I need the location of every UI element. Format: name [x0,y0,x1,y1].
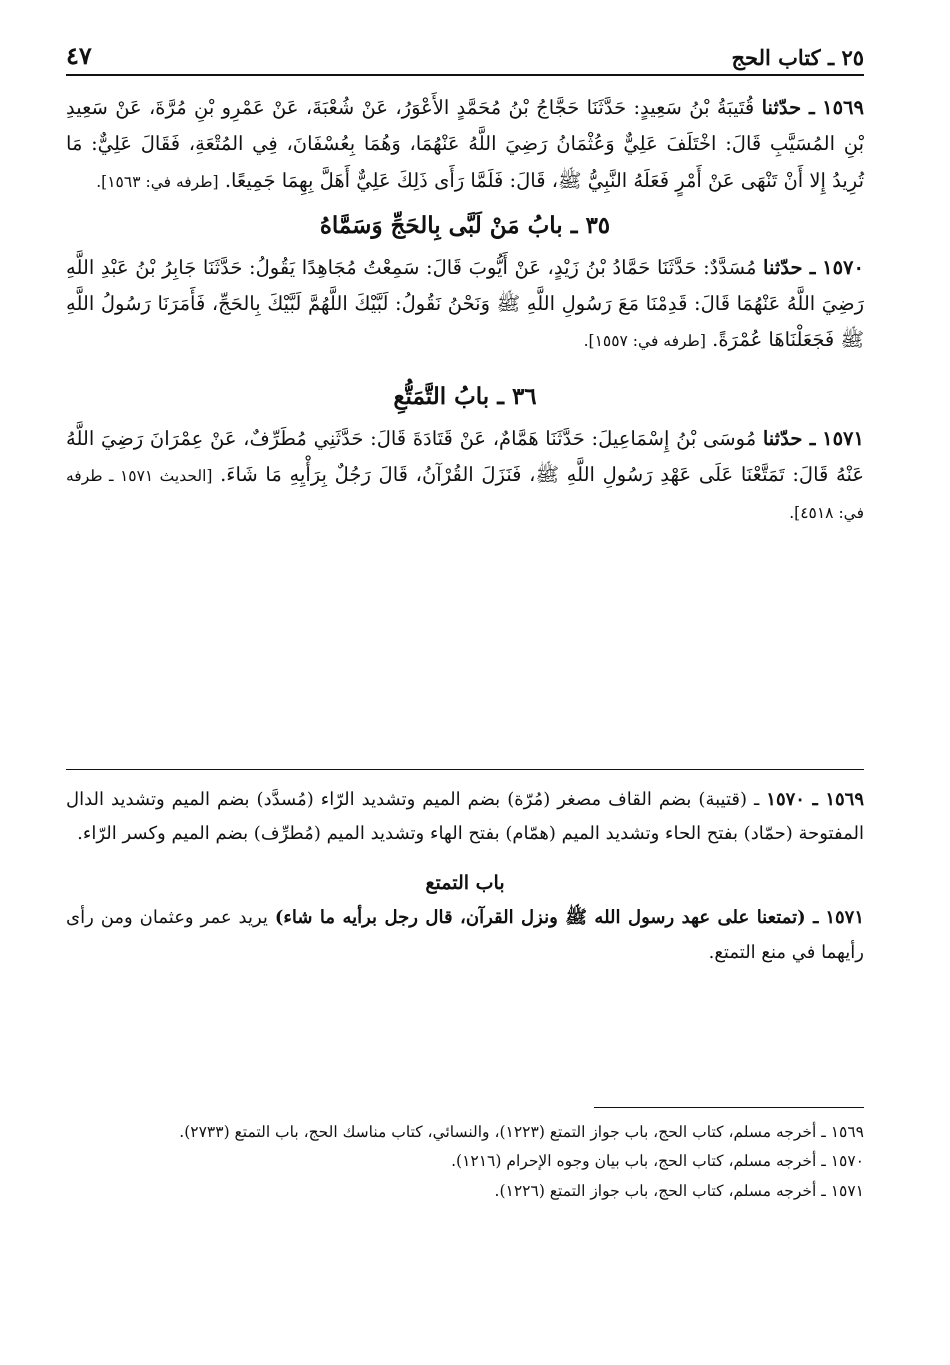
chapter-heading-36: ٣٦ ـ بابُ التَّمَتُّعِ [393,383,537,411]
chapter-heading-35: ٣٥ ـ بابُ مَنْ لَبَّى بِالحَجِّ وَسَمَّاهُ [319,211,611,239]
hadith-chain-marker: ـ حدّثنا [761,96,815,119]
footnote-divider [594,1107,864,1108]
hadith-1571 [66,421,864,530]
running-header [66,30,864,76]
hadith-reference: [طرفه في: ١٥٥٧]. [583,332,706,351]
hadith-1570 [66,250,864,359]
main-text [66,90,864,530]
footnote-1571: ١٥٧١ ـ أخرجه مسلم، كتاب الحج، باب جواز التمتع (١٢٢٦). [494,1181,864,1200]
hadith-reference: [طرفه في: ١٥٦٣]. [96,172,219,191]
footnote-1570: ١٥٧٠ ـ أخرجه مسلم، كتاب الحج، باب بيان وجوه الإحرام (١٢١٦). [451,1152,864,1171]
footnotes [66,1118,864,1206]
commentary-1569-1570 [66,783,864,851]
commentary-text: ـ (قتيبة) بضم القاف مصغر (مُرّة) بضم الميم وتشديد الرّاء (مُسدَّد) بضم الميم وتشديد الدال المفتوحة (حمّاد) بفتح الحاء وتشديد الميم (همّام) بفتح الهاء وتشديد الميم (مُطرِّف) بضم الميم وكسر الرّاء. [66,789,864,845]
hadith-1569 [66,90,864,199]
hadith-reference: [الحديث ١٥٧١ ـ طرفه في: ٤٥١٨]. [66,467,864,522]
hadith-chain-marker: ـ حدّثنا [763,255,816,279]
footnote-1569: ١٥٦٩ ـ أخرجه مسلم، كتاب الحج، باب جواز التمتع (١٢٢٣)، والنسائي، كتاب مناسك الحج، باب التمتع (٢٧٣٣). [179,1123,864,1141]
commentary-subheading: باب التمتع [425,872,505,895]
hadith-number: ١٥٧١ [822,427,865,451]
hadith-text: مُوسَى بْنُ إِسْمَاعِيلَ: حَدَّثَنَا هَمَّامٌ، عَنْ قَتَادَةَ قَالَ: حَدَّثَنِي مُطَرِّفٌ، عَنْ عِمْرَانَ رَضِيَ اللَّهُ عَنْهُ قَالَ: تَمَتَّعْنَا عَلَى عَهْدِ رَسُولِ اللَّهِ ﷺ، فَنَزَلَ القُرْآنُ، قَالَ رَجُلٌ بِرَأْيِهِ مَا شَاءَ. [66,427,864,487]
commentary-number: ١٥٧١ [825,907,864,929]
hadith-text: مُسَدَّدٌ: حَدَّثَنَا حَمَّادُ بْنُ زَيْدٍ، عَنْ أَيُّوبَ قَالَ: سَمِعْتُ مُجَاهِدًا يَقُولُ: حَدَّثَنَا جَابِرُ بْنُ عَبْدِ اللَّهِ رَضِيَ اللَّهُ عَنْهُمَا قَالَ: قَدِمْنَا مَعَ رَسُولِ اللَّهِ ﷺ وَنَحْنُ نَقُولُ: لَبَّيْكَ اللَّهُمَّ لَبَّيْكَ بِالحَجِّ، فَأَمَرَنَا رَسُولُ اللَّهِ ﷺ فَجَعَلْنَاهَا عُمْرَةً. [66,255,864,352]
commentary-1571 [66,901,864,969]
page-number: ٤٧ [66,41,92,70]
commentary-quote: ـ (تمتعنا على عهد رسول الله ﷺ ونزل القرآن، قال رجل برأيه ما شاء) [274,907,819,929]
commentary-divider [66,769,864,770]
chapter-title: ٢٥ ـ كتاب الحج [731,45,864,70]
hadith-number: ١٥٧٠ [822,255,865,279]
hadith-text: قُتَيبَةُ بْنُ سَعِيدٍ: حَدَّثَنَا حَجَّاجُ بْنُ مُحَمَّدٍ الأَعْوَرُ، عَنْ شُعْبَةَ، عَنْ عَمْرِو بْنِ مُرَّةَ، عَنْ سَعِيدِ بْنِ المُسَيَّبِ قَالَ: اخْتَلَفَ عَلِيٌّ وَعُثْمَانُ رَضِيَ اللَّهُ عَنْهُمَا، وَهُمَا بِعُسْفَانَ، فِي المُتْعَةِ، فَقَالَ عَلِيٌّ: مَا تُرِيدُ إِلا أَنْ تَنْهَى عَنْ أَمْرٍ فَعَلَهُ النَّبِيُّ ﷺ، قَالَ: فَلَمَّا رَأَى ذَلِكَ عَلِيٌّ أَهَلَّ بِهِمَا جَمِيعًا. [66,96,864,192]
commentary-text: يريد عمر وعثمان ومن رأى رأيهما في منع التمتع. [66,907,864,963]
commentary-number: ١٥٦٩ ـ ١٥٧٠ [766,789,864,810]
hadith-chain-marker: ـ حدّثنا [762,427,816,451]
hadith-number: ١٥٦٩ [822,96,864,119]
commentary-section [66,783,864,970]
